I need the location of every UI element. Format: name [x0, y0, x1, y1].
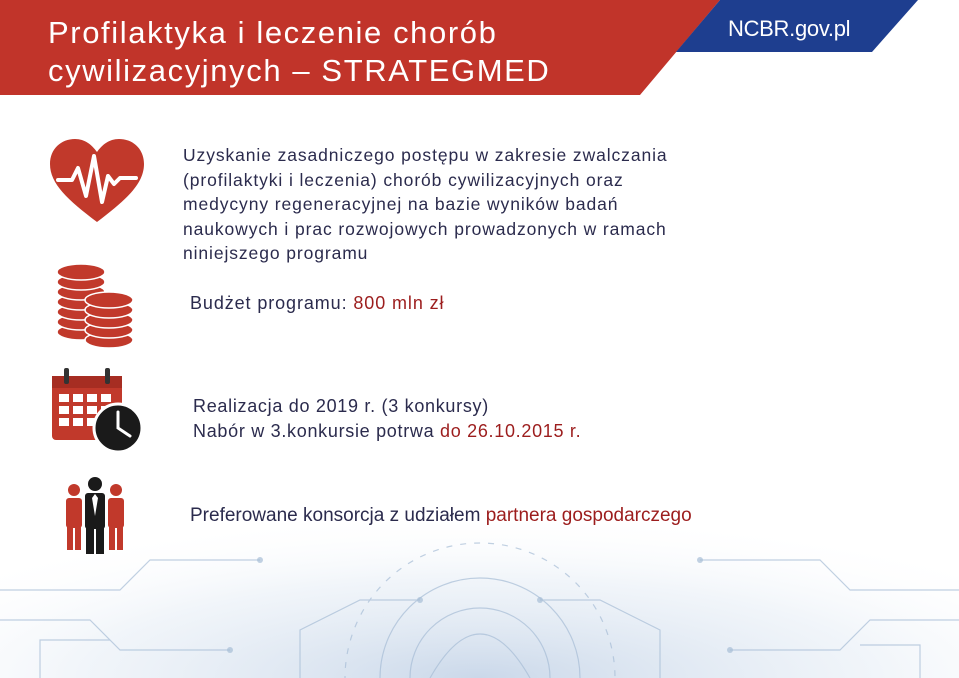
title-line-2: cywilizacyjnych – STRATEGMED — [48, 53, 551, 88]
mission-line-3: medycyny regeneracyjnej na bazie wyników badań — [183, 194, 619, 214]
budget-info — [190, 293, 444, 314]
budget-label: Budżet programu: — [190, 293, 354, 313]
timeline-deadline: do 26.10.2015 r. — [440, 421, 582, 441]
header-banner — [0, 0, 959, 95]
timeline-line-1: Realizacja do 2019 r. (3 konkursy) — [193, 396, 489, 416]
mission-line-5: niniejszego programu — [183, 243, 369, 263]
consortia-label: Preferowane konsorcja z udziałem — [190, 505, 486, 526]
timeline-line-2-label: Nabór w 3.konkursie potrwa — [193, 421, 441, 441]
mission-statement — [183, 143, 789, 266]
mission-line-4: naukowych i prac rozwojowych prowadzonych w ramach — [183, 218, 667, 239]
consortia-info — [190, 505, 692, 527]
title-line-1: Profilaktyka i leczenie chorób — [48, 15, 498, 50]
timeline-info — [193, 394, 581, 444]
people-icon — [62, 476, 128, 554]
mission-line-2: (profilaktyki i leczenia) chorób cywilizacyjnych oraz — [183, 169, 624, 190]
calendar-clock-icon — [50, 366, 144, 454]
site-link[interactable]: NCBR.gov.pl — [728, 16, 851, 41]
consortia-partner: partnera gospodarczego — [485, 505, 692, 526]
circuit-background — [0, 440, 959, 678]
budget-value: 800 mln zł — [353, 293, 445, 313]
coins-icon — [55, 262, 137, 350]
mission-line-1: Uzyskanie zasadniczego postępu w zakresie zwalczania — [183, 145, 668, 165]
heart-pulse-icon — [48, 138, 146, 224]
page-title — [48, 14, 550, 90]
